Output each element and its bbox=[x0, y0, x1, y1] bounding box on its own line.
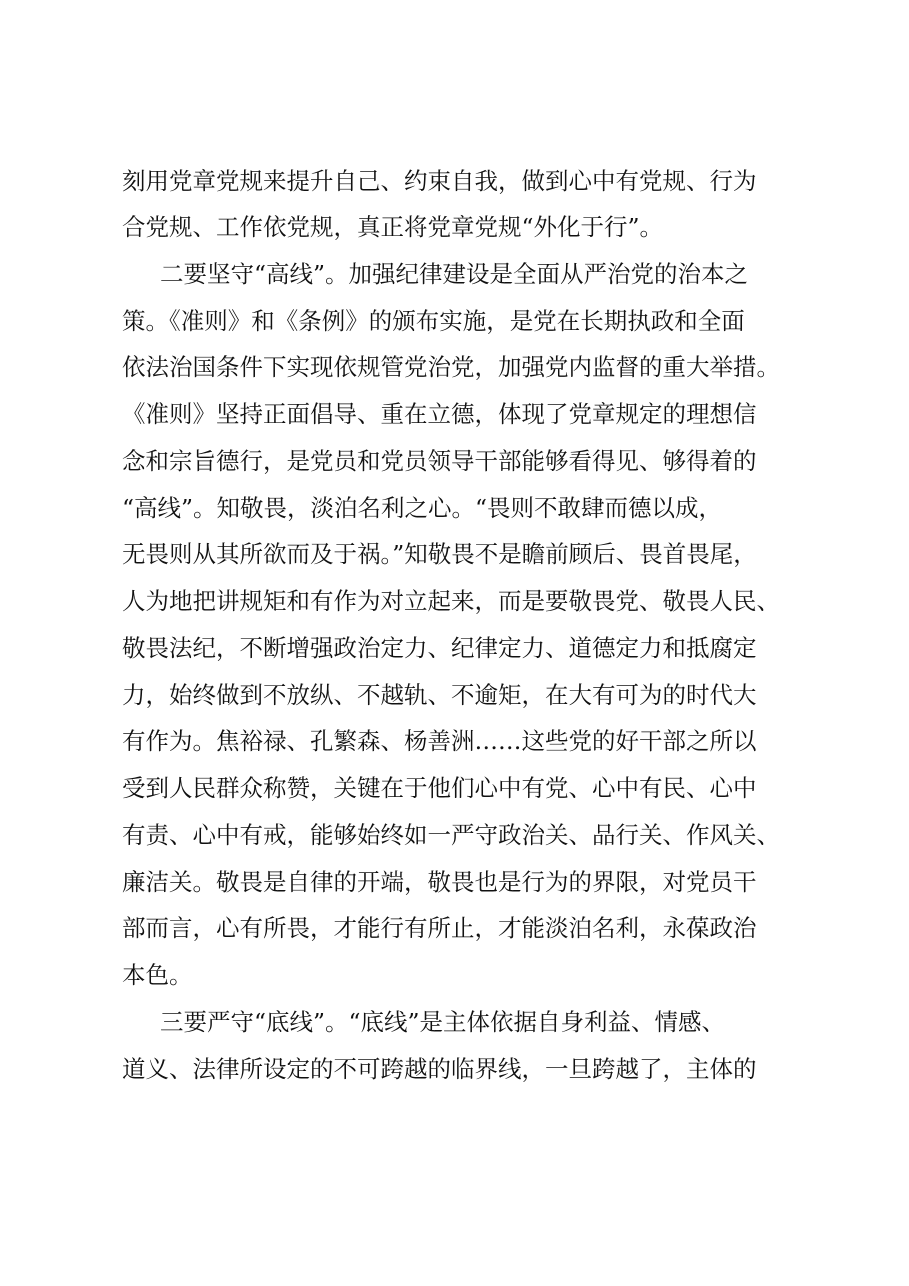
paragraph-start-line: 二要坚守“高线”。加强纪律建设是全面从严治党的治本之 bbox=[160, 260, 749, 288]
text-line: 本色。 bbox=[122, 961, 193, 989]
text-line: 依法治国条件下实现依规管党治党，加强党内监督的重大举措。 bbox=[122, 353, 780, 381]
text-line: 有责、心中有戒，能够始终如一严守政治关、品行关、作风关、 bbox=[122, 821, 780, 849]
text-line: 力，始终做到不放纵、不越轨、不逾矩，在大有可为的时代大 bbox=[122, 681, 757, 709]
text-line: 道义、法律所设定的不可跨越的临界线，一旦跨越了，主体的 bbox=[122, 1055, 757, 1083]
text-line: 《准则》坚持正面倡导、重在立德，体现了党章规定的理想信 bbox=[122, 400, 757, 428]
text-line: 敬畏法纪，不断增强政治定力、纪律定力、道德定力和抵腐定 bbox=[122, 634, 757, 662]
text-line: 受到人民群众称赞，关键在于他们心中有党、心中有民、心中 bbox=[122, 774, 757, 802]
text-line: 刻用党章党规来提升自己、约束自我，做到心中有党规、行为 bbox=[122, 167, 757, 195]
text-line: 无畏则从其所欲而及于祸。”知敬畏不是瞻前顾后、畏首畏尾， bbox=[122, 540, 757, 568]
text-line: 有作为。焦裕禄、孔繁森、杨善洲……这些党的好干部之所以 bbox=[122, 727, 757, 755]
text-line: 廉洁关。敬畏是自律的开端，敬畏也是行为的界限，对党员干 bbox=[122, 868, 757, 896]
text-line: 合党规、工作依党规，真正将党章党规“外化于行”。 bbox=[122, 213, 664, 241]
paragraph-start-line: 三要严守“底线”。“底线”是主体依据自身利益、情感、 bbox=[160, 1008, 726, 1036]
text-line: “高线”。知敬畏，淡泊名利之心。“畏则不敢肆而德以成， bbox=[122, 494, 723, 522]
text-line: 人为地把讲规矩和有作为对立起来，而是要敬畏党、敬畏人民、 bbox=[122, 587, 780, 615]
text-line: 部而言，心有所畏，才能行有所止，才能淡泊名利，永葆政治 bbox=[122, 914, 757, 942]
text-line: 念和宗旨德行，是党员和党员领导干部能够看得见、够得着的 bbox=[122, 447, 757, 475]
text-line: 策。《准则》和《条例》的颁布实施，是党在长期执政和全面 bbox=[122, 307, 745, 335]
